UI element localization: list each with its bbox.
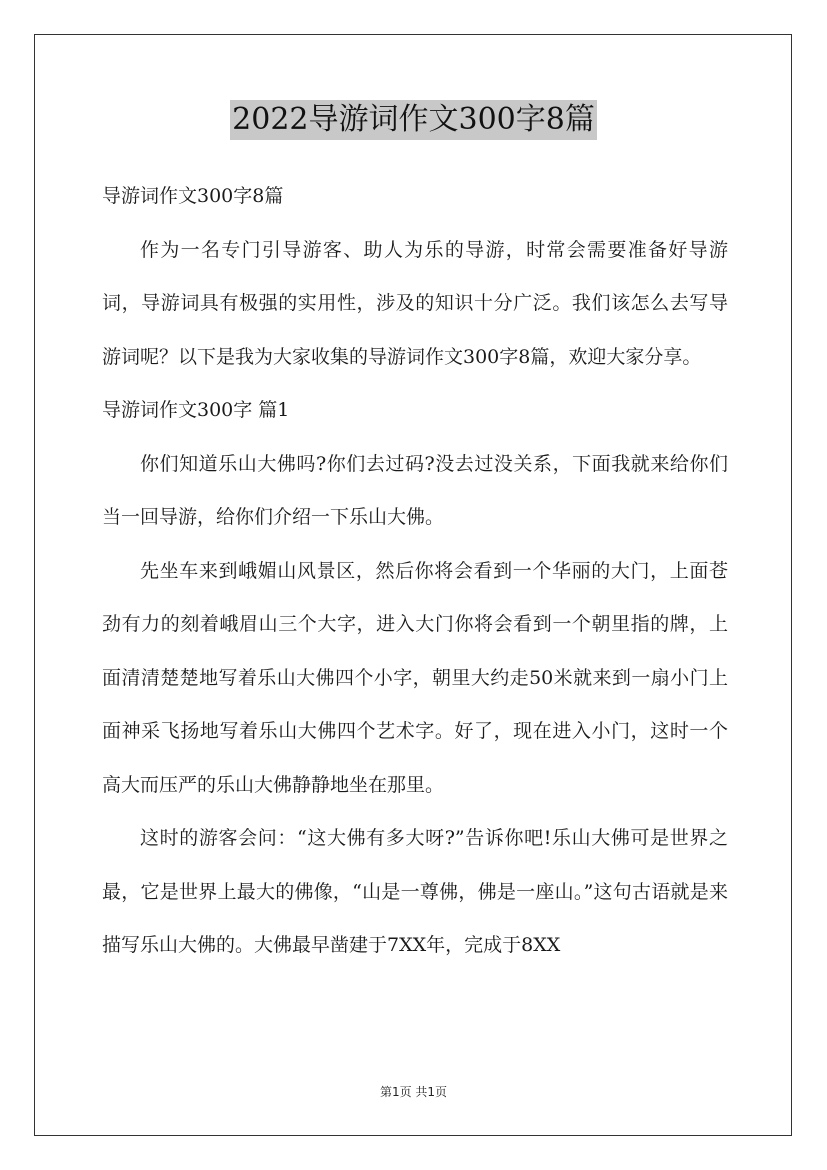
- body-paragraph: 作为一名专门引导游客、助人为乐的导游，时常会需要准备好导游词，导游词具有极强的实用性，涉及的知识十分广泛。我们该怎么去写导游词呢？以下是我为大家收集的导游词作文300字8篇，欢迎大家分享。: [102, 238, 728, 368]
- document-body: [102, 170, 728, 973]
- section-heading: 导游词作文300字8篇: [102, 185, 284, 207]
- page-footer: 第1页 共1页: [379, 1085, 448, 1099]
- body-paragraph: 这时的游客会问：“这大佛有多大呀?”告诉你吧!乐山大佛可是世界之最，它是世界上最大的佛像，“山是一尊佛，佛是一座山。”这句古语就是来描写乐山大佛的。大佛最早凿建于7XX年，完成于8XX: [102, 827, 728, 956]
- title-container: [0, 100, 827, 140]
- body-paragraph: 先坐车来到峨媚山风景区，然后你将会看到一个华丽的大门，上面苍劲有力的刻着峨眉山三个大字，进入大门你将会看到一个朝里指的牌，上面清清楚楚地写着乐山大佛四个小字，朝里大约走50米就来到一扇小门上面神采飞扬地写着乐山大佛四个艺术字。好了，现在进入小门，这时一个高大而压严的乐山大佛静静地坐在那里。: [102, 559, 728, 796]
- section-heading: 导游词作文300字 篇1: [102, 399, 290, 421]
- document-title: 2022导游词作文300字8篇: [230, 100, 597, 140]
- body-paragraph: 你们知道乐山大佛吗?你们去过码?没去过没关系，下面我就来给你们当一回导游，给你们介绍一下乐山大佛。: [102, 452, 728, 528]
